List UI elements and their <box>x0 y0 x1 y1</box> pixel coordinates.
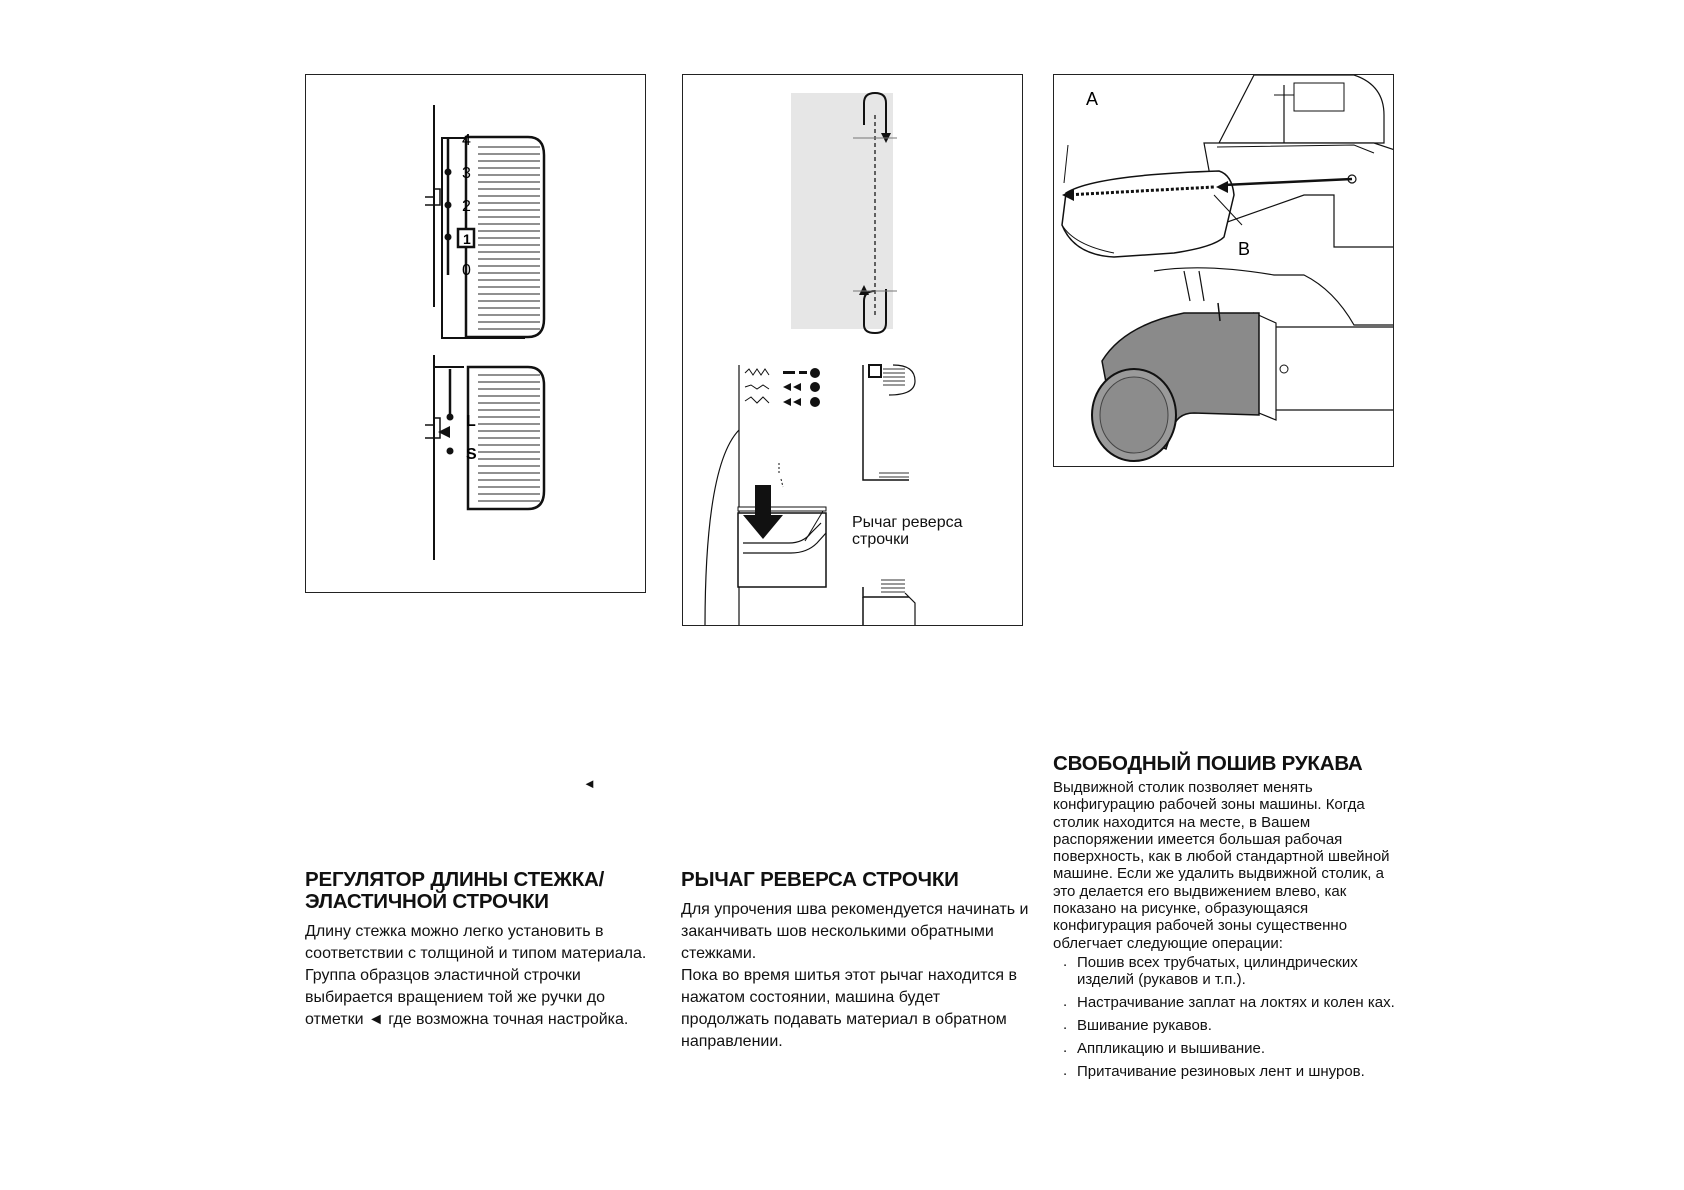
section-free-arm <box>1053 753 1407 1086</box>
stitch-dial-illustration <box>306 75 646 593</box>
dial-letter-l: L <box>466 413 476 430</box>
svg-text:1: 1 <box>463 231 471 247</box>
section-stitch-length <box>305 869 650 1031</box>
label-b: B <box>1238 239 1251 259</box>
stray-marker: ◄ <box>583 776 596 791</box>
dial-number-4: 4 <box>462 132 471 149</box>
section-body: Выдвижной столик позволяет менять конфигурацию рабочей зоны машины. Когда столик находится на месте, в Вашем распоряжении имеется большая рабочая поверхность, как в любой стандартной швейной машине. Если же удалить выдвижной столик, а это делается его выдвижением влево, как показано на рисунке, образующаяся конфигурация рабочей зоны существенно облегчает следующие операции: <box>1053 779 1390 952</box>
section-body: Для упрочения шва рекомендуется начинать и заканчивать шов несколькими обратными стежками. Пока во время шитья этот рычаг находится в нажатом состоянии, машина будет продолжать подавать материал в обратном направлении. <box>681 901 1029 1050</box>
section-title: РЫЧАГ РЕВЕРСА СТРОЧКИ <box>681 868 959 891</box>
list-item: . Вшивание рукавов. <box>1053 1017 1407 1034</box>
list-item: . Притачивание резиновых лент и шнуров. <box>1053 1063 1407 1080</box>
dial-letter-s: S <box>466 446 477 463</box>
dial-number-2: 2 <box>462 198 471 215</box>
dial-number-0: 0 <box>462 262 471 279</box>
figure-free-arm <box>1053 74 1394 467</box>
list-item: . Аппликацию и вышивание. <box>1053 1040 1407 1057</box>
lever-label: Рычаг реверса строчки <box>852 514 963 548</box>
figure-reverse-lever <box>682 74 1023 626</box>
dial-number-3: 3 <box>462 165 471 182</box>
operations-list <box>1053 954 1407 1080</box>
free-arm-illustration <box>1054 75 1394 467</box>
list-item: . Пошив всех трубчатых, цилиндрических изделий (рукавов и т.п.). <box>1053 954 1407 988</box>
section-title: СВОБОДНЫЙ ПОШИВ РУКАВА <box>1053 752 1363 775</box>
section-body: Длину стежка можно легко установить в соответствии с толщиной и типом материала. Группа образцов эластичной строчки выбирается вращением той же ручки до отметки ◄ где возможна точная настройка. <box>305 923 647 1028</box>
label-a: A <box>1086 89 1099 109</box>
list-item: . Настрачивание заплат на локтях и колен ках. <box>1053 994 1407 1011</box>
section-reverse-lever <box>681 869 1031 1053</box>
figure-stitch-dial <box>305 74 646 593</box>
section-title: РЕГУЛЯТОР ДЛИНЫ СТЕЖКА/ЭЛАСТИЧНОЙ СТРОЧКИ <box>305 868 605 913</box>
